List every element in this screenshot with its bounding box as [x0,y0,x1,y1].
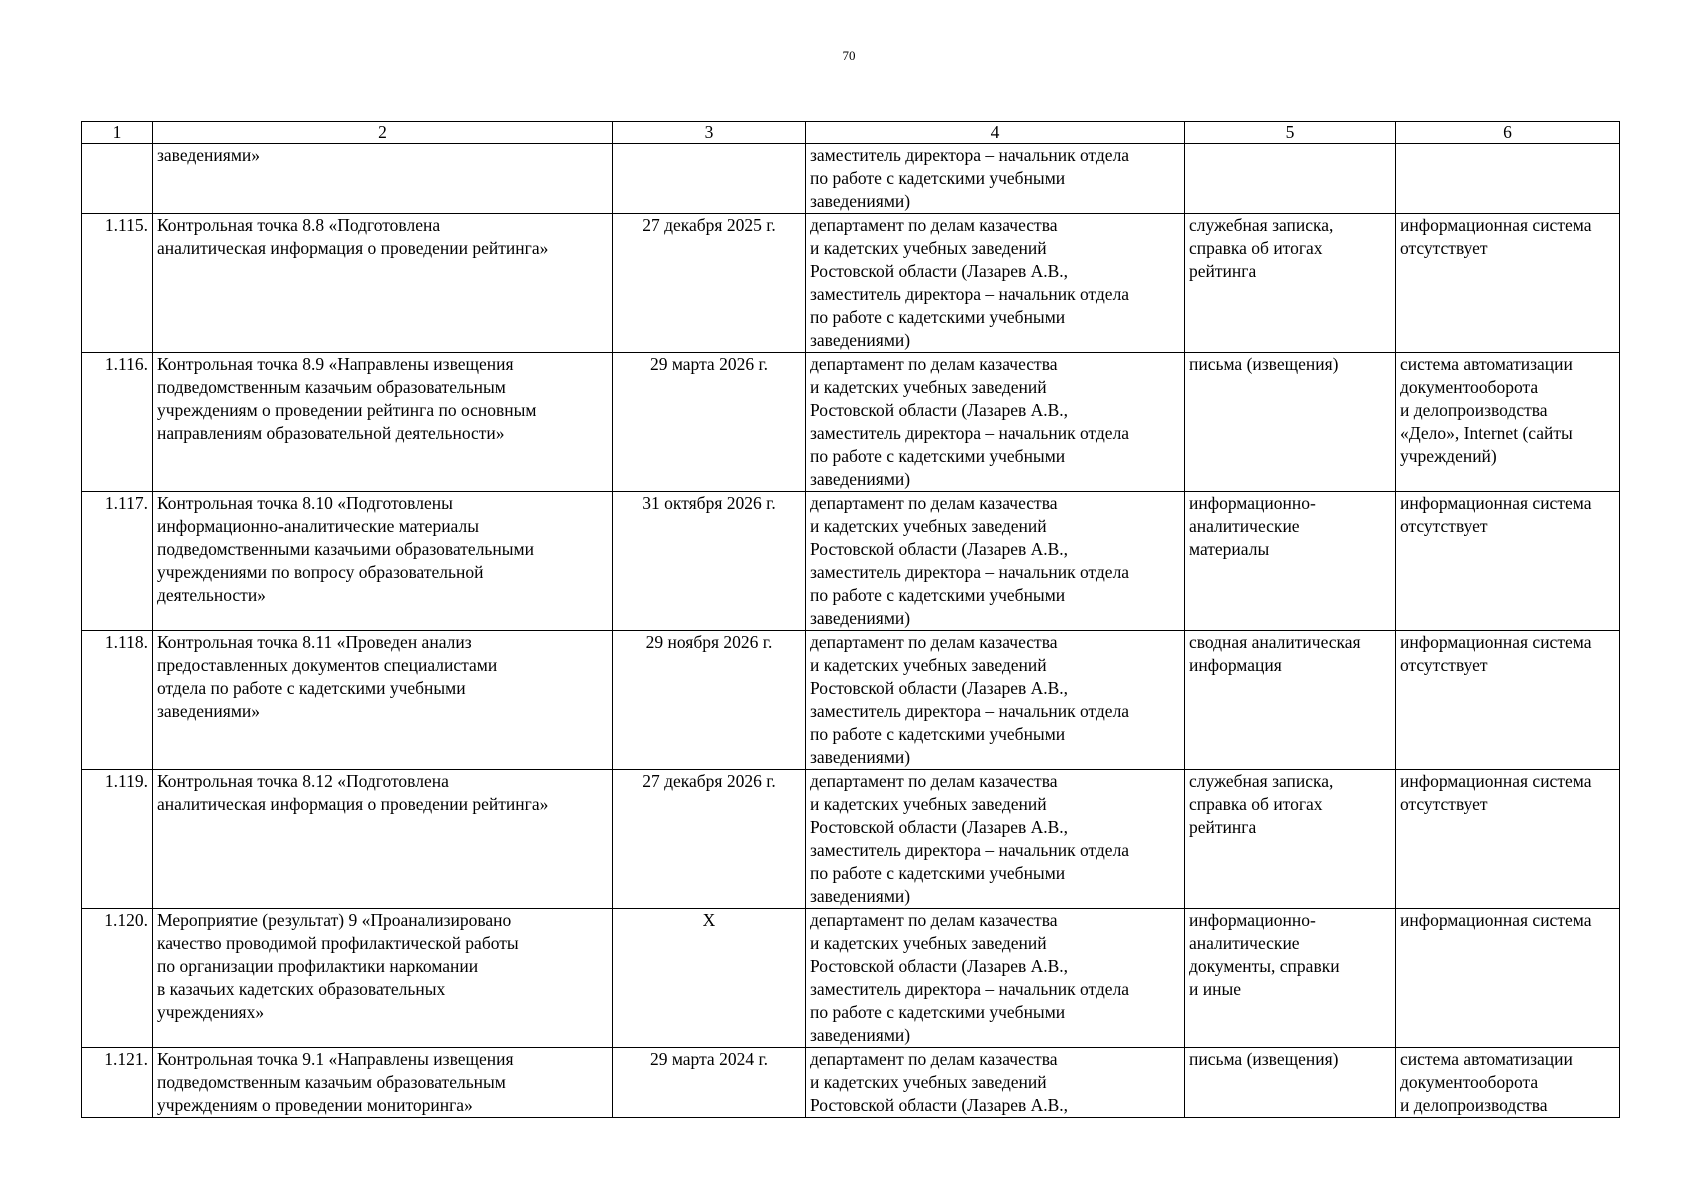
due-date: 31 октября 2026 г. [613,492,806,631]
row-number: 1.118. [82,631,153,770]
due-date: 29 ноября 2026 г. [613,631,806,770]
responsible-executor: департамент по делам казачества и кадетских учебных заведений Ростовской области (Лазарев А.В., заместитель директора – начальник отдела по работе с кадетскими учебными заведениями) [806,909,1185,1048]
event-title: заведениями» [153,144,613,214]
responsible-executor: департамент по делам казачества и кадетских учебных заведений Ростовской области (Лазарев А.В., заместитель директора – начальник отдела по работе с кадетскими учебными заведениями) [806,770,1185,909]
header-row [82,122,1620,144]
table-row [82,770,1620,909]
information-system: система автоматизации документооборота и делопроизводства «Дело», Internet (сайты учреждений) [1396,353,1620,492]
due-date: 27 декабря 2026 г. [613,770,806,909]
information-system: информационная система отсутствует [1396,492,1620,631]
table-row [82,492,1620,631]
event-title: Контрольная точка 9.1 «Направлены извещения подведомственным казачьим образовательным учреждениям о проведении мониторинга» [153,1048,613,1118]
column-header-6: 6 [1396,122,1620,144]
row-number [82,144,153,214]
column-header-4: 4 [806,122,1185,144]
table-row [82,909,1620,1048]
column-header-1: 1 [82,122,153,144]
information-system: информационная система отсутствует [1396,770,1620,909]
row-number: 1.115. [82,214,153,353]
document-type: служебная записка, справка об итогах рейтинга [1185,770,1396,909]
responsible-executor: департамент по делам казачества и кадетских учебных заведений Ростовской области (Лазарев А.В., заместитель директора – начальник отдела по работе с кадетскими учебными заведениями) [806,214,1185,353]
document-type: служебная записка, справка об итогах рейтинга [1185,214,1396,353]
table-header [82,122,1620,144]
table-row [82,1048,1620,1118]
event-title: Контрольная точка 8.12 «Подготовлена аналитическая информация о проведении рейтинга» [153,770,613,909]
table-row [82,631,1620,770]
column-header-2: 2 [153,122,613,144]
due-date: 29 марта 2024 г. [613,1048,806,1118]
document-type: информационно- аналитические документы, справки и иные [1185,909,1396,1048]
table-body [82,144,1620,1118]
table-row [82,353,1620,492]
responsible-executor: департамент по делам казачества и кадетских учебных заведений Ростовской области (Лазарев А.В., [806,1048,1185,1118]
row-number: 1.116. [82,353,153,492]
due-date [613,144,806,214]
event-title: Контрольная точка 8.10 «Подготовлены информационно-аналитические материалы подведомственными казачьими образовательными учреждениями по вопросу образовательной деятельности» [153,492,613,631]
information-system: информационная система [1396,909,1620,1048]
information-system: информационная система отсутствует [1396,631,1620,770]
document-type: сводная аналитическая информация [1185,631,1396,770]
event-title: Контрольная точка 8.11 «Проведен анализ предоставленных документов специалистами отдела по работе с кадетскими учебными заведениями» [153,631,613,770]
event-title: Контрольная точка 8.9 «Направлены извещения подведомственным казачьим образовательным учреждениям о проведении рейтинга по основным направлениям образовательной деятельности» [153,353,613,492]
row-number: 1.121. [82,1048,153,1118]
event-title: Мероприятие (результат) 9 «Проанализировано качество проводимой профилактической работы по организации профилактики наркомании в казачьих кадетских образовательных учреждениях» [153,909,613,1048]
responsible-executor: заместитель директора – начальник отдела по работе с кадетскими учебными заведениями) [806,144,1185,214]
information-system: система автоматизации документооборота и делопроизводства [1396,1048,1620,1118]
column-header-5: 5 [1185,122,1396,144]
due-date: 27 декабря 2025 г. [613,214,806,353]
document-type [1185,144,1396,214]
document-type: письма (извещения) [1185,1048,1396,1118]
table-row [82,214,1620,353]
due-date: X [613,909,806,1048]
row-number: 1.119. [82,770,153,909]
responsible-executor: департамент по делам казачества и кадетских учебных заведений Ростовской области (Лазарев А.В., заместитель директора – начальник отдела по работе с кадетскими учебными заведениями) [806,492,1185,631]
responsible-executor: департамент по делам казачества и кадетских учебных заведений Ростовской области (Лазарев А.В., заместитель директора – начальник отдела по работе с кадетскими учебными заведениями) [806,353,1185,492]
plan-table [81,121,1620,1118]
event-title: Контрольная точка 8.8 «Подготовлена аналитическая информация о проведении рейтинга» [153,214,613,353]
row-number: 1.117. [82,492,153,631]
column-header-3: 3 [613,122,806,144]
due-date: 29 марта 2026 г. [613,353,806,492]
information-system [1396,144,1620,214]
table-row [82,144,1620,214]
row-number: 1.120. [82,909,153,1048]
information-system: информационная система отсутствует [1396,214,1620,353]
responsible-executor: департамент по делам казачества и кадетских учебных заведений Ростовской области (Лазарев А.В., заместитель директора – начальник отдела по работе с кадетскими учебными заведениями) [806,631,1185,770]
page-number: 70 [842,48,856,63]
document-type: информационно- аналитические материалы [1185,492,1396,631]
document-type: письма (извещения) [1185,353,1396,492]
